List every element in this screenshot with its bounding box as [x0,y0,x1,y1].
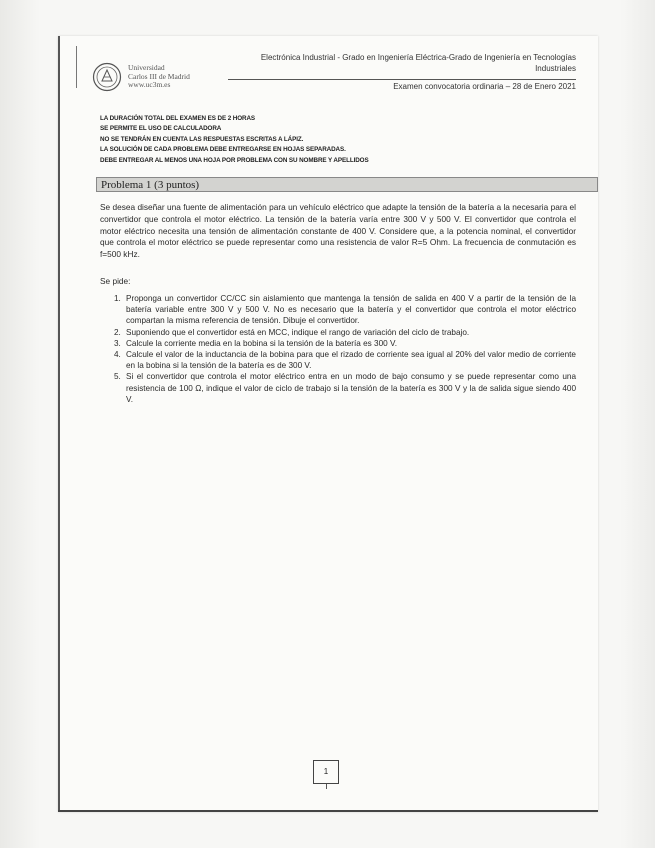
instruction-line: LA SOLUCIÓN DE CADA PROBLEMA DEBE ENTREGARSE EN HOJAS SEPARADAS. [100,146,346,154]
course-title [216,52,576,74]
question-number: 5. [114,372,121,382]
question-item [100,371,576,405]
problem-title: Problema 1 (3 puntos) [101,179,200,191]
question-number: 2. [114,327,121,337]
question-item [100,293,576,327]
margin-mark [76,46,77,88]
instruction-line: DEBE ENTREGAR AL MENOS UNA HOJA POR PROBLEMA CON SU NOMBRE Y APELLIDOS [100,156,369,164]
question-item [100,338,576,349]
questions-intro: Se pide: [100,276,131,286]
page-number-tick [326,784,327,789]
page-bottom-edge [58,810,598,812]
question-text: Calcule la corriente media en la bobina si la tensión de la batería es 300 V. [126,338,397,348]
question-number: 4. [114,350,121,360]
university-seal-icon [92,62,122,92]
question-text: Suponiendo que el convertidor está en MCC, indique el rango de variación del ciclo de trabajo. [126,327,470,337]
university-name [128,64,190,90]
problem-header [96,177,598,192]
exam-session: Examen convocatoria ordinaria – 28 de Enero 2021 [393,82,576,91]
university-line: www.uc3m.es [128,80,171,89]
question-text: Proponga un convertidor CC/CC sin aislamiento que mantenga la tensión de salida en 400 V a partir de la tensión de la batería variable entre 300 V y 500 V. No es necesario que la batería y el convertidor que controla el motor eléctrico compartan la misma referencia de tensión. Dibuje el convertidor. [126,294,576,326]
problem-statement: Se desea diseñar una fuente de alimentación para un vehículo eléctrico que adapte la tensión de la batería a la necesaria para el convertidor que controla el motor eléctrico. La tensión de la batería varía entre 300 V y 500 V. El convertidor que controla el motor eléctrico necesita una tensión de alimentación constante de 400 V. Considere que, a la potencia nominal, el convertidor que controla el motor eléctrico se puede representar como una resistencia de valor R=5 Ohm. La frecuencia de conmutación es f=500 kHz. [100,202,576,260]
exam-instructions [100,114,560,166]
question-list [100,293,576,405]
page-number: 1 [313,760,339,784]
course-line: Industriales [535,64,576,73]
instruction-line: NO SE TENDRÁN EN CUENTA LAS RESPUESTAS ESCRITAS A LÁPIZ. [100,135,304,143]
university-logo [92,60,222,98]
course-line: Electrónica Industrial - Grado en Ingeniería Eléctrica-Grado de Ingeniería en Tecnologías [260,53,576,62]
question-number: 3. [114,338,121,348]
header-divider [228,79,576,80]
exam-page [58,36,598,812]
question-item [100,349,576,371]
university-line: Universidad [128,63,165,72]
page-left-edge [58,36,60,812]
question-text: Si el convertidor que controla el motor eléctrico entra en un modo de bajo consumo y se puede representar como una resistencia de 100 Ω, indique el valor de ciclo de trabajo si la tensión de la batería es 300 V y la de salida sigue siendo 400 V. [126,372,576,404]
instruction-line: LA DURACIÓN TOTAL DEL EXAMEN ES DE 2 HORAS [100,115,255,122]
question-text: Calcule el valor de la inductancia de la bobina para que el rizado de corriente sea igual al 20% del valor medio de corriente en la bobina si la tensión de la batería es de 300 V. [126,350,576,371]
instruction-line: SE PERMITE EL USO DE CALCULADORA [100,125,222,133]
question-item [100,327,576,338]
question-number: 1. [114,294,121,303]
university-line: Carlos III de Madrid [128,71,190,81]
